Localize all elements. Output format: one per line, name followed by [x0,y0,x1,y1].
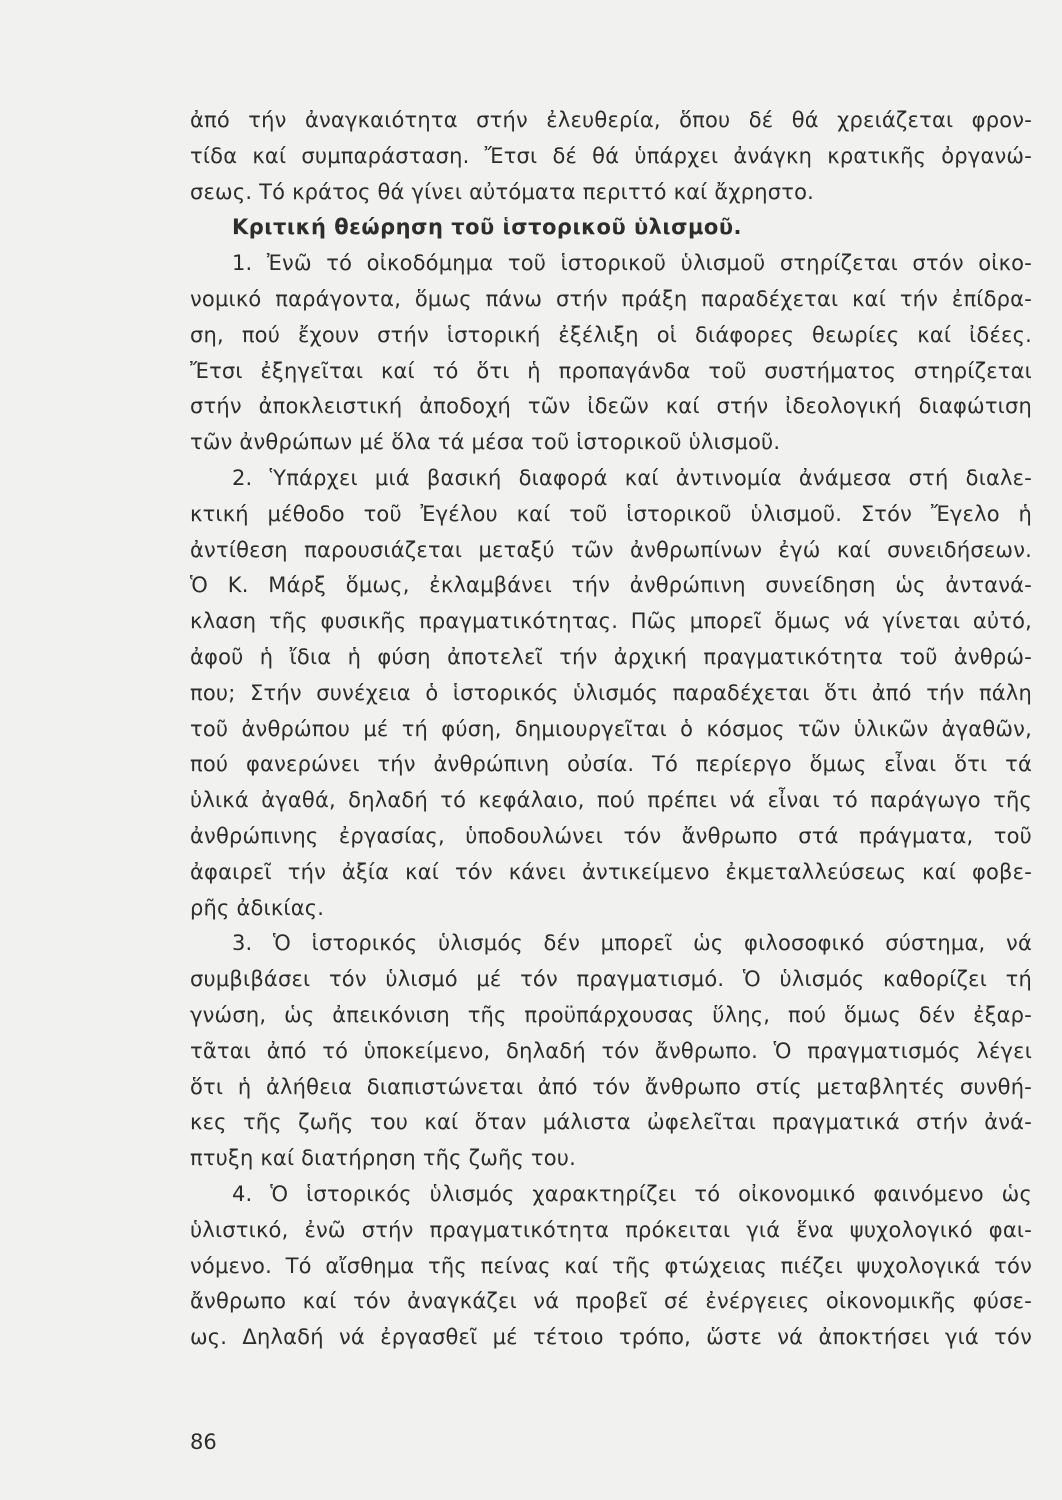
text-line: τᾶται ἀπό τό ὑποκείμενο, δηλαδή τόν ἄνθρωπο. Ὁ πραγματισμός λέγει [190,1038,1032,1063]
text-line: ρῆς ἀδικίας. [190,895,325,920]
text-line: 3. Ὁ ἱστορικός ὑλισμός δέν μπορεῖ ὡς φιλοσοφικό σύστημα, νά [232,931,1032,956]
text-line: ἀπό τήν ἀναγκαιότητα στήν ἐλευθερία, ὅπου δέ θά χρειάζεται φρον- [190,108,1032,132]
page-number: 86 [190,1430,217,1454]
text-line: ὑλιστικό, ἐνῶ στήν πραγματικότητα πρόκειται γιά ἕνα ψυχολογικό φαι- [190,1217,1032,1242]
text-line: 2. Ὑπάρχει μιά βασική διαφορά καί ἀντινομία ἀνάμεσα στή διαλε- [232,465,1032,490]
text-line: πού φανερώνει τήν ἀνθρώπινη οὐσία. Τό περίεργο ὅμως εἶναι ὅτι τά [190,752,1032,777]
text-line: σεως. Τό κράτος θά γίνει αὐτόματα περιττό καί ἄχρηστο. [190,179,815,204]
text-line: κτική μέθοδο τοῦ Ἐγέλου καί τοῦ ἱστορικοῦ ὑλισμοῦ. Στόν Ἔγελο ἡ [190,501,1032,526]
text-line: 4. Ὁ ἱστορικός ὑλισμός χαρακτηρίζει τό οἰκονομικό φαινόμενο ὡς [232,1181,1032,1206]
text-line: νόμενο. Τό αἴσθημα τῆς πείνας καί τῆς φτώχειας πιέζει ψυχολογικά τόν [190,1253,1032,1278]
text-line: τίδα καί συμπαράσταση. Ἔτσι δέ θά ὑπάρχει ἀνάγκη κρατικῆς ὀργανώ- [190,143,1032,168]
text-line: κλαση τῆς φυσικῆς πραγματικότητας. Πῶς μπορεῖ ὅμως νά γίνεται αὐτό, [190,609,1032,634]
section-heading: Κριτική θεώρηση τοῦ ἱστορικοῦ ὑλισμοῦ. [232,215,743,240]
text-line: γνώση, ὡς ἀπεικόνιση τῆς προϋπάρχουσας ὕλης, πού ὅμως δέν ἐξαρ- [190,1002,1032,1027]
body-text [190,103,1032,1356]
text-line: τοῦ ἀνθρώπου μέ τή φύση, δημιουργεῖται ὁ κόσμος τῶν ὑλικῶν ἀγαθῶν, [190,716,1032,741]
text-line: ἄνθρωπο καί τόν ἀναγκάζει νά προβεῖ σέ ἐνέργειες οἰκονομικῆς φύσε- [190,1289,1032,1314]
text-line: Ἔτσι ἐξηγεῖται καί τό ὅτι ἡ προπαγάνδα τοῦ συστήματος στηρίζεται [190,358,1032,383]
text-line: νομικό παράγοντα, ὅμως πάνω στήν πράξη παραδέχεται καί τήν ἐπίδρα- [190,286,1032,311]
text-line: που; Στήν συνέχεια ὁ ἱστορικός ὑλισμός παραδέχεται ὅτι ἀπό τήν πάλη [190,680,1032,705]
text-line: ἀφαιρεῖ τήν ἀξία καί τόν κάνει ἀντικείμενο ἐκμεταλλεύσεως καί φοβε- [190,859,1032,884]
text-line: πτυξη καί διατήρηση τῆς ζωῆς του. [190,1146,577,1171]
text-line: ἀφοῦ ἡ ἴδια ἡ φύση ἀποτελεῖ τήν ἀρχική πραγματικότητα τοῦ ἀνθρώ- [190,644,1032,669]
text-line: ἀντίθεση παρουσιάζεται μεταξύ τῶν ἀνθρωπίνων ἐγώ καί συνειδήσεων. [190,537,1032,562]
text-line: ἀνθρώπινης ἐργασίας, ὑποδουλώνει τόν ἄνθρωπο στά πράγματα, τοῦ [190,823,1032,848]
text-line: τῶν ἀνθρώπων μέ ὅλα τά μέσα τοῦ ἱστορικοῦ ὑλισμοῦ. [190,430,781,455]
text-line: 1. Ἐνῶ τό οἰκοδόμημα τοῦ ἱστορικοῦ ὑλισμοῦ στηρίζεται στόν οἰκο- [232,251,1032,276]
text-line: ως. Δηλαδή νά ἐργασθεῖ μέ τέτοιο τρόπο, ὥστε νά ἀποκτήσει γιά τόν [190,1325,1032,1350]
text-line: ση, πού ἔχουν στήν ἱστορική ἐξέλιξη οἱ διάφορες θεωρίες καί ἰδέες. [190,322,1032,347]
text-line: στήν ἀποκλειστική ἀποδοχή τῶν ἰδεῶν καί στήν ἰδεολογική διαφώτιση [190,394,1032,419]
text-line: κες τῆς ζωῆς του καί ὅταν μάλιστα ὠφελεῖται πραγματικά στήν ἀνά- [190,1110,1032,1135]
text-line: Ὁ Κ. Μάρξ ὅμως, ἐκλαμβάνει τήν ἀνθρώπινη συνείδηση ὡς ἀντανά- [190,573,1032,598]
text-line: συμβιβάσει τόν ὑλισμό μέ τόν πραγματισμό. Ὁ ὑλισμός καθορίζει τή [190,967,1032,992]
text-line: ὅτι ἡ ἀλήθεια διαπιστώνεται ἀπό τόν ἄνθρωπο στίς μεταβλητές συνθή- [190,1074,1032,1099]
text-line: ὑλικά ἀγαθά, δηλαδή τό κεφάλαιο, πού πρέπει νά εἶναι τό παράγωγο τῆς [190,788,1032,813]
